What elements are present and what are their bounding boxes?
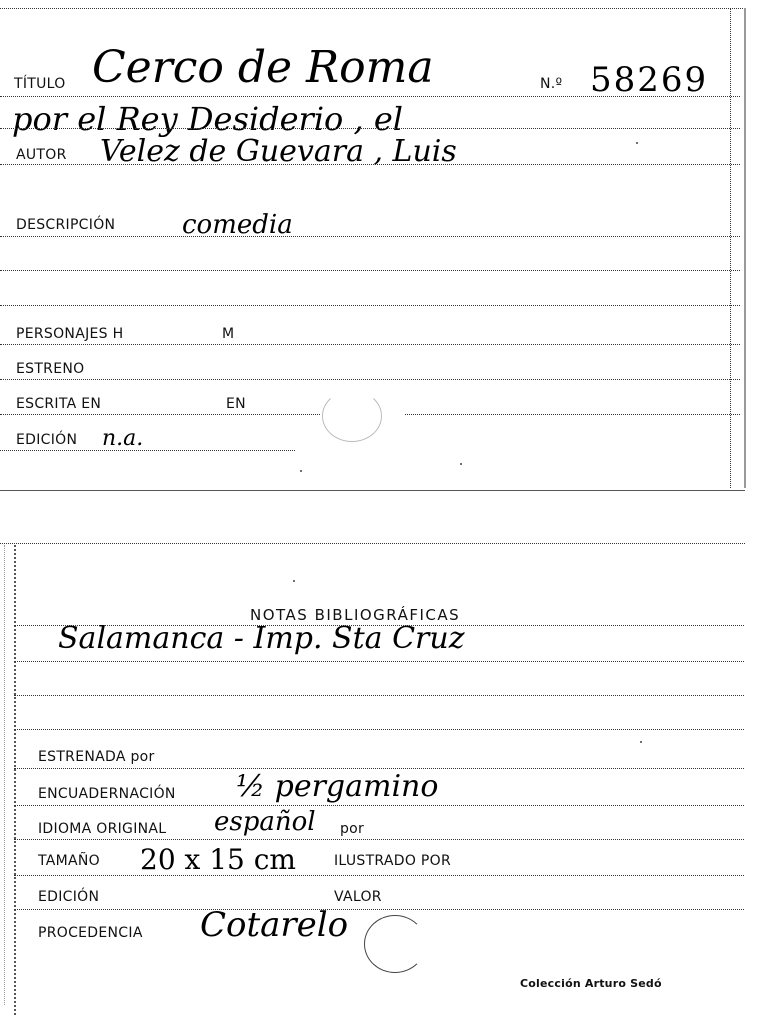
catalog-card-front [0, 0, 759, 500]
edicion-label: EDICIÓN [16, 432, 78, 448]
card-top-border [0, 543, 745, 544]
escrita-line-left [0, 414, 320, 415]
notas-label: NOTAS BIBLIOGRÁFICAS [250, 606, 461, 624]
titulo-line [0, 96, 740, 97]
titulo-cont-line [0, 128, 740, 129]
tamano-label: TAMAÑO [38, 853, 100, 869]
numero-label: N.º [540, 76, 563, 92]
blank-line-1 [0, 270, 740, 271]
personajes-m-label: M [222, 326, 235, 342]
collection-footer: Colección Arturo Sedó [520, 977, 662, 990]
tamano-line [14, 875, 744, 876]
personajes-label: PERSONAJES H [16, 326, 124, 342]
descripcion-line [0, 236, 740, 237]
speckle [636, 142, 638, 144]
card-top-border [0, 8, 745, 9]
estreno-line [0, 379, 740, 380]
procedencia-label: PROCEDENCIA [38, 925, 143, 941]
speckle [460, 463, 462, 465]
encuadernacion-line [14, 805, 744, 806]
speckle [300, 470, 302, 472]
descripcion-label: DESCRIPCIÓN [16, 217, 116, 233]
autor-label: AUTOR [16, 147, 67, 163]
escrita-en-label: EN [226, 396, 246, 412]
escrita-line-right [405, 414, 740, 415]
estreno-label: ESTRENO [16, 361, 85, 377]
notas-line-4 [14, 729, 744, 730]
card-left-border [14, 545, 16, 1015]
estrenada-label: ESTRENADA por [38, 749, 155, 765]
notas-line-2 [14, 661, 744, 662]
notas-value: Salamanca - Imp. Sta Cruz [58, 621, 465, 656]
autor-line [0, 164, 740, 165]
autor-value: Velez de Guevara , Luis [100, 134, 457, 169]
stamp-circle-front [322, 390, 382, 442]
procedencia-value: Cotarelo [200, 905, 349, 945]
catalog-card-back [0, 535, 759, 1028]
edicion-valor-line [14, 909, 744, 910]
idioma-value: español [214, 807, 316, 837]
descripcion-value: comedia [182, 210, 293, 240]
idioma-por-label: por [340, 821, 365, 837]
speckle [293, 580, 295, 582]
idioma-label: IDIOMA ORIGINAL [38, 821, 167, 837]
speckle [640, 741, 642, 743]
numero-value: 58269 [590, 60, 709, 100]
titulo-continuation: por el Rey Desiderio , el [12, 100, 403, 138]
encuadernacion-value: ½ pergamino [236, 769, 439, 804]
escrita-label: ESCRITA EN [16, 396, 102, 412]
edicion-line [0, 450, 295, 451]
personajes-line [0, 344, 740, 345]
card-right-border [730, 8, 731, 488]
back-edicion-label: EDICIÓN [38, 889, 100, 905]
card-edge-shadow [744, 8, 746, 488]
notas-line-3 [14, 695, 744, 696]
card-bottom-border [0, 490, 745, 491]
tamano-value: 20 x 15 cm [140, 843, 296, 876]
idioma-line [14, 839, 744, 840]
card-left-edge [4, 545, 5, 1005]
titulo-value: Cerco de Roma [92, 42, 434, 93]
edicion-value: n.a. [102, 426, 144, 451]
ilustrado-label: ILUSTRADO POR [334, 853, 451, 869]
valor-label: VALOR [334, 889, 382, 905]
blank-line-2 [0, 305, 740, 306]
titulo-label: TÍTULO [14, 76, 66, 92]
encuadernacion-label: ENCUADERNACIÓN [38, 786, 176, 802]
stamp-circle-back [364, 915, 426, 973]
